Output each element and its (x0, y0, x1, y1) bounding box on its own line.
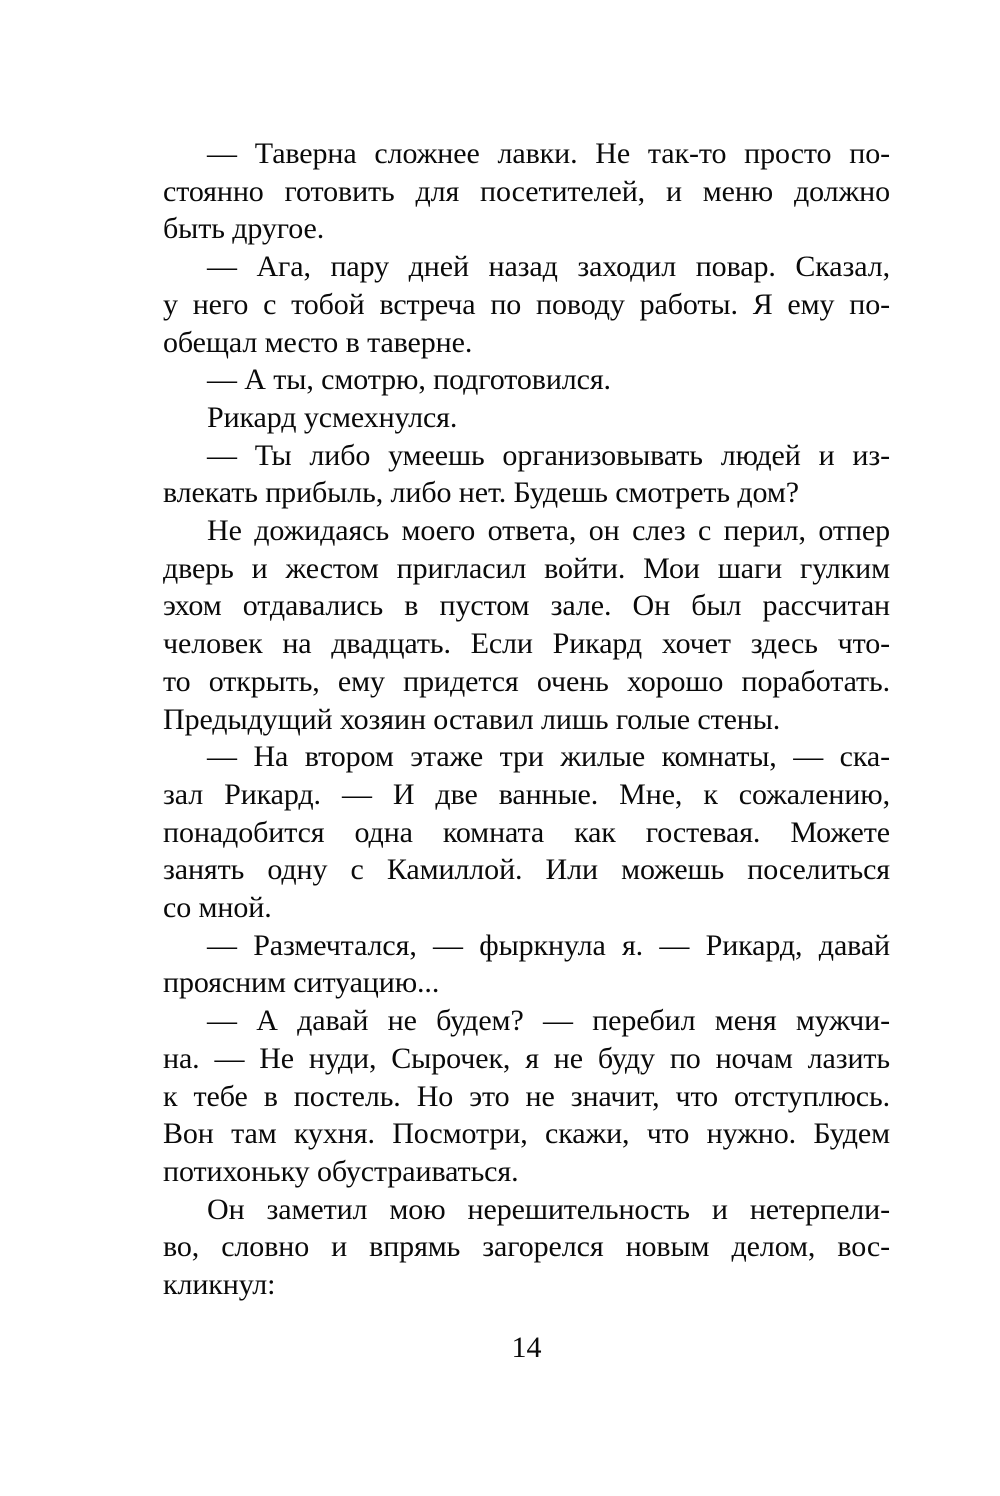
text-line: — А ты, смотрю, подготовился. (207, 363, 611, 397)
page-number: 14 (511, 1331, 542, 1364)
text-line: влекать прибыль, либо нет. Будешь смотреть дом? (163, 476, 799, 510)
text-line: — Таверна сложнее лавки. Не так-то просто по- (207, 137, 890, 170)
text-line: Не дожидаясь моего ответа, он слез с перил, отпер (207, 514, 890, 548)
text-line: занять одну с Камиллой. Или можешь поселиться (163, 853, 890, 887)
text-line: к тебе в постель. Но это не значит, что отступлюсь. (163, 1079, 890, 1113)
text-line: кликнул: (163, 1268, 276, 1302)
page-text (163, 135, 890, 1304)
text-line: то открыть, ему придется очень хорошо поработать. (163, 664, 890, 698)
text-line: Рикард усмехнулся. (207, 400, 458, 434)
text-line: — Ага, пару дней назад заходил повар. Сказал, (207, 250, 890, 284)
text-line: — На втором этаже три жилые комнаты, — ска- (207, 740, 890, 774)
text-line: человек на двадцать. Если Рикард хочет здесь что- (163, 627, 890, 661)
text-line: — Размечтался, — фыркнула я. — Рикард, давай (207, 928, 890, 962)
text-line: зал Рикард. — И две ванные. Мне, к сожалению, (163, 777, 890, 811)
text-line: Предыдущий хозяин оставил лишь голые стены. (163, 702, 781, 736)
text-line: у него с тобой встреча по поводу работы. Я ему по- (163, 287, 890, 321)
text-line: Он заметил мою нерешительность и нетерпели- (207, 1192, 890, 1226)
text-line: стоянно готовить для посетителей, и меню должно (163, 174, 890, 208)
text-line: проясним ситуацию... (163, 966, 440, 1000)
text-line: Вон там кухня. Посмотри, скажи, что нужно. Будем (163, 1117, 890, 1151)
text-line: понадобится одна комната как гостевая. Можете (163, 815, 890, 849)
text-line: потихоньку обустраиваться. (163, 1154, 519, 1188)
text-line: обещал место в таверне. (163, 325, 473, 359)
text-line: дверь и жестом пригласил войти. Мои шаги гулким (163, 551, 890, 585)
text-line: во, словно и впрямь загорелся новым делом, вос- (163, 1230, 890, 1264)
text-line: быть другое. (163, 212, 325, 246)
text-line: на. — Не нуди, Сырочек, я не буду по ночам лазить (163, 1041, 890, 1075)
text-line: — Ты либо умеешь организовывать людей и из- (207, 438, 890, 472)
text-line: со мной. (163, 891, 272, 925)
text-line: — А давай не будем? — перебил меня мужчи- (207, 1004, 890, 1038)
text-line: эхом отдавались в пустом зале. Он был рассчитан (163, 589, 890, 623)
